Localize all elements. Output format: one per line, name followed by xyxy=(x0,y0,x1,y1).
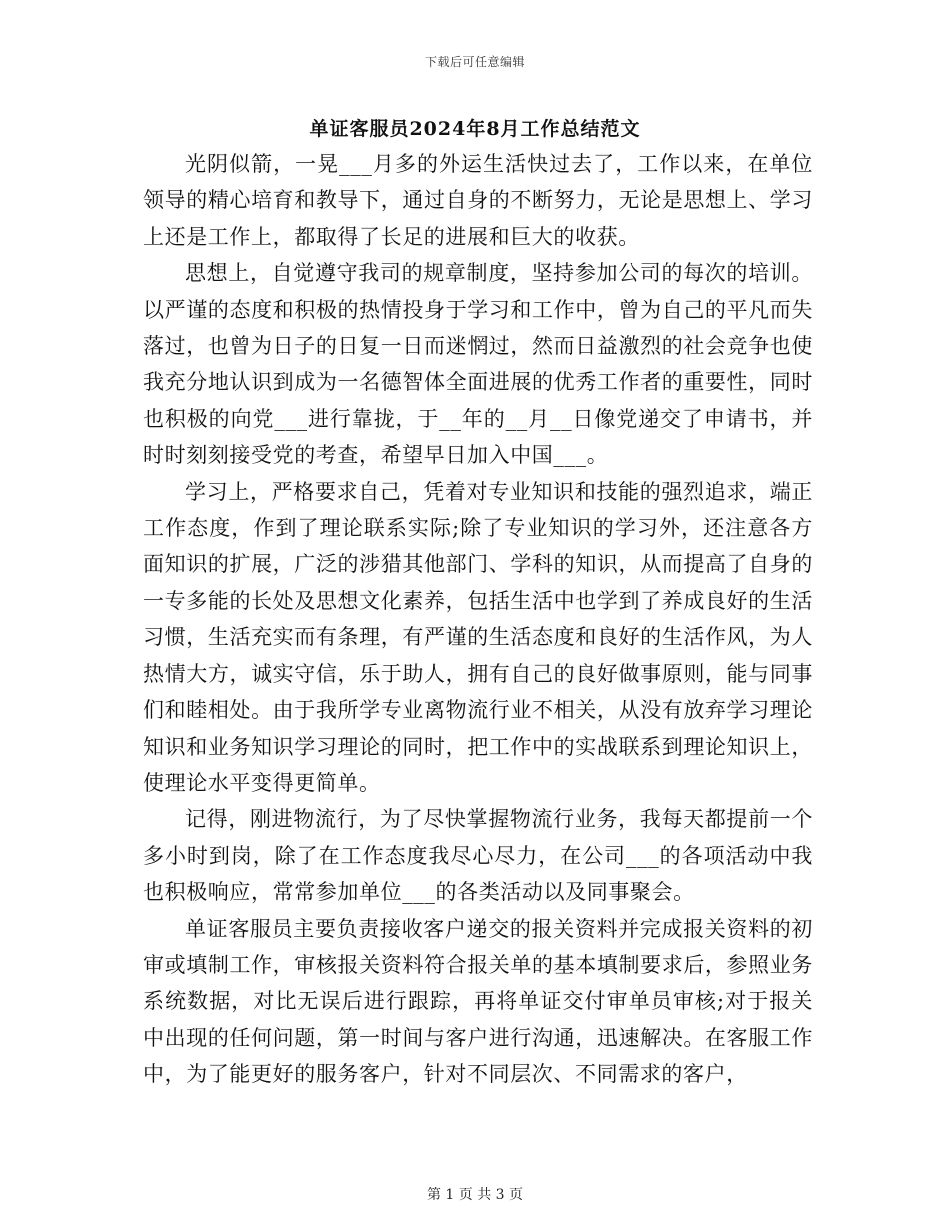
document-body xyxy=(143,146,813,1093)
page-number: 第 1 页 共 3 页 xyxy=(426,1187,524,1203)
paragraph-1: 光阴似箭，一晃___月多的外运生活快过去了，工作以来，在单位领导的精心培育和教导下，通过自身的不断努力，无论是思想上、学习上还是工作上，都取得了长足的进展和巨大的收获。 xyxy=(143,152,813,249)
paragraph-4: 记得，刚进物流行，为了尽快掌握物流行业务，我每天都提前一个多小时到岗，除了在工作态度我尽心尽力，在公司___的各项活动中我也积极响应，常常参加单位___的各类活动以及同事聚会。 xyxy=(143,807,813,905)
paragraph-3: 学习上，严格要求自己，凭着对专业知识和技能的强烈追求，端正工作态度，作到了理论联系实际;除了专业知识的学习外，还注意各方面知识的扩展，广泛的涉猎其他部门、学科的知识，从而提高了自身的一专多能的长处及思想文化素养，包括生活中也学到了养成良好的生活习惯，生活充实而有条理，有严谨的生活态度和良好的生活作风，为人热情大方，诚实守信，乐于助人，拥有自己的良好做事原则，能与同事们和睦相处。由于我所学专业离物流行业不相关，从没有放弃学习理论知识和业务知识学习理论的同时，把工作中的实战联系到理论知识上，使理论水平变得更简单。 xyxy=(143,479,813,795)
header-note: 下载后可任意编辑 xyxy=(424,55,525,69)
document-title: 单证客服员2024年8月工作总结范文 xyxy=(309,118,641,140)
paragraph-2: 思想上，自觉遵守我司的规章制度，坚持参加公司的每次的培训。以严谨的态度和积极的热情投身于学习和工作中，曾为自己的平凡而失落过，也曾为日子的日复一日而迷惘过，然而日益激烈的社会竞争也使我充分地认识到成为一名德智体全面进展的优秀工作者的重要性，同时也积极的向党___进行靠拢，于__年的__月__日像党递交了申请书，并时时刻刻接受党的考查，希望早日加入中国___。 xyxy=(143,261,813,468)
paragraph-5: 单证客服员主要负责接收客户递交的报关资料并完成报关资料的初审或填制工作，审核报关资料符合报关单的基本填制要求后，参照业务系统数据，对比无误后进行跟踪，再将单证交付审单员审核;对于报关中出现的任何问题，第一时间与客户进行沟通，迅速解决。在客服工作中，为了能更好的服务客户，针对不同层次、不同需求的客户， xyxy=(143,916,813,1087)
